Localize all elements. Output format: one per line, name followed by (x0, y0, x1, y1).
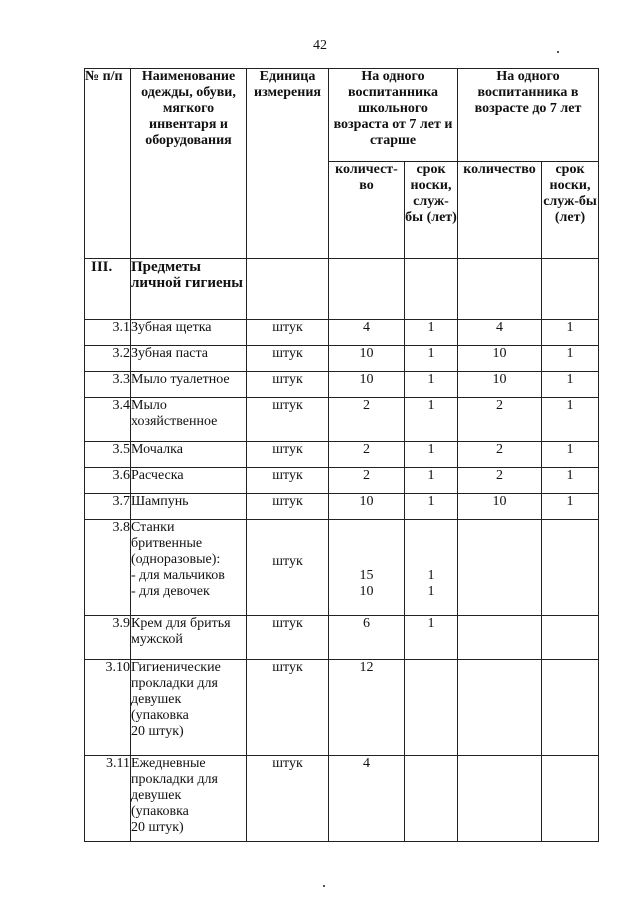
table-row (85, 660, 599, 756)
item-name: Расческа (131, 468, 247, 494)
item-name-line: - для мальчиков (131, 568, 225, 583)
table-row (85, 756, 599, 842)
qty-school-girls: 10 (359, 584, 374, 599)
item-name (131, 520, 247, 616)
header-num: № п/п (85, 69, 131, 259)
row-number: 3.7 (85, 494, 131, 520)
item-name-line: - для девочек (131, 584, 210, 599)
item-name-line: (одноразовые): (131, 552, 221, 567)
item-unit: штук (247, 398, 329, 442)
item-unit: штук (247, 346, 329, 372)
item-unit: штук (247, 660, 329, 756)
term-school: 1 (405, 346, 458, 372)
scan-speck (323, 885, 325, 887)
term-school-boys: 1 (427, 568, 435, 583)
row-number: 3.10 (85, 660, 131, 756)
term-school: 1 (405, 442, 458, 468)
item-name (131, 660, 247, 756)
table-row (85, 468, 599, 494)
item-unit: штук (247, 756, 329, 842)
table-row (85, 398, 599, 442)
item-unit: штук (247, 372, 329, 398)
scan-speck (557, 51, 559, 53)
term-school: 1 (405, 372, 458, 398)
item-name-line: Станки (131, 520, 175, 535)
term-under7: 1 (542, 468, 599, 494)
hygiene-norms-table (84, 68, 599, 842)
term-under7: 1 (542, 372, 599, 398)
item-name: Мыло туалетное (131, 372, 247, 398)
header-group-school: На одного воспитанника школьного возраста от 7 лет и старше (329, 69, 458, 162)
term-under7: 1 (542, 494, 599, 520)
row-number: 3.9 (85, 616, 131, 660)
item-unit: штук (247, 520, 329, 616)
term-school: 1 (405, 616, 458, 660)
row-number: 3.5 (85, 442, 131, 468)
item-name: Крем для бритья мужской (131, 616, 247, 660)
term-school (405, 520, 458, 616)
item-name-line: Ежедневные (131, 756, 206, 771)
header-term-under7: срок носки, служ-бы (лет) (542, 162, 599, 259)
table-row (85, 616, 599, 660)
qty-under7: 4 (458, 320, 542, 346)
item-name: Мочалка (131, 442, 247, 468)
item-name-line: девушек (131, 692, 182, 707)
page-number: 42 (313, 38, 327, 53)
table-row (85, 520, 599, 616)
qty-under7: 2 (458, 398, 542, 442)
term-under7: 1 (542, 398, 599, 442)
header-name: Наименование одежды, обуви, мягкого инвентаря и оборудования (131, 69, 247, 259)
item-name: Шампунь (131, 494, 247, 520)
item-unit: штук (247, 616, 329, 660)
qty-school: 6 (329, 616, 405, 660)
qty-school: 12 (329, 660, 405, 756)
table-row (85, 346, 599, 372)
item-unit: штук (247, 468, 329, 494)
term-under7: 1 (542, 346, 599, 372)
header-qty-under7: количество (458, 162, 542, 259)
item-name (131, 756, 247, 842)
qty-under7: 10 (458, 494, 542, 520)
row-number: 3.4 (85, 398, 131, 442)
row-number: 3.11 (85, 756, 131, 842)
item-name-line: 20 штук) (131, 820, 184, 835)
qty-under7: 10 (458, 346, 542, 372)
qty-school-boys: 15 (359, 568, 374, 583)
qty-school: 2 (329, 398, 405, 442)
qty-under7: 2 (458, 442, 542, 468)
item-name: Зубная щетка (131, 320, 247, 346)
table-header-row (85, 69, 599, 162)
item-unit: штук (247, 320, 329, 346)
qty-school: 2 (329, 442, 405, 468)
qty-school: 10 (329, 494, 405, 520)
term-school-girls: 1 (427, 584, 435, 599)
qty-school: 4 (329, 320, 405, 346)
item-name-line: бритвенные (131, 536, 203, 551)
row-number: 3.2 (85, 346, 131, 372)
section-number: III. (85, 259, 131, 320)
item-name-line: Гигиенические (131, 660, 221, 675)
item-name-line: (упаковка (131, 708, 189, 723)
qty-school: 10 (329, 372, 405, 398)
header-qty-school: количест-во (329, 162, 405, 259)
qty-school: 2 (329, 468, 405, 494)
row-number: 3.1 (85, 320, 131, 346)
item-unit: штук (247, 494, 329, 520)
qty-under7: 2 (458, 468, 542, 494)
table-row (85, 372, 599, 398)
qty-school (329, 520, 405, 616)
qty-under7: 10 (458, 372, 542, 398)
table-row (85, 442, 599, 468)
item-name-line: девушек (131, 788, 182, 803)
qty-school: 10 (329, 346, 405, 372)
term-school: 1 (405, 398, 458, 442)
item-name-line: (упаковка (131, 804, 189, 819)
section-row (85, 259, 599, 320)
term-under7: 1 (542, 442, 599, 468)
section-title: Предметы личной гигиены (131, 259, 247, 320)
item-name-line: прокладки для (131, 676, 218, 691)
item-unit: штук (247, 442, 329, 468)
term-school: 1 (405, 494, 458, 520)
header-term-school: срок носки, служ-бы (лет) (405, 162, 458, 259)
term-school: 1 (405, 320, 458, 346)
item-name-line: прокладки для (131, 772, 218, 787)
item-name: Мыло хозяйственное (131, 398, 247, 442)
term-school: 1 (405, 468, 458, 494)
header-group-under7: На одного воспитанника в возрасте до 7 лет (458, 69, 599, 162)
item-name: Зубная паста (131, 346, 247, 372)
header-unit: Единица измерения (247, 69, 329, 259)
row-number: 3.3 (85, 372, 131, 398)
qty-school: 4 (329, 756, 405, 842)
term-under7: 1 (542, 320, 599, 346)
table-row (85, 320, 599, 346)
table-row (85, 494, 599, 520)
row-number: 3.6 (85, 468, 131, 494)
item-name-line: 20 штук) (131, 724, 184, 739)
row-number: 3.8 (85, 520, 131, 616)
